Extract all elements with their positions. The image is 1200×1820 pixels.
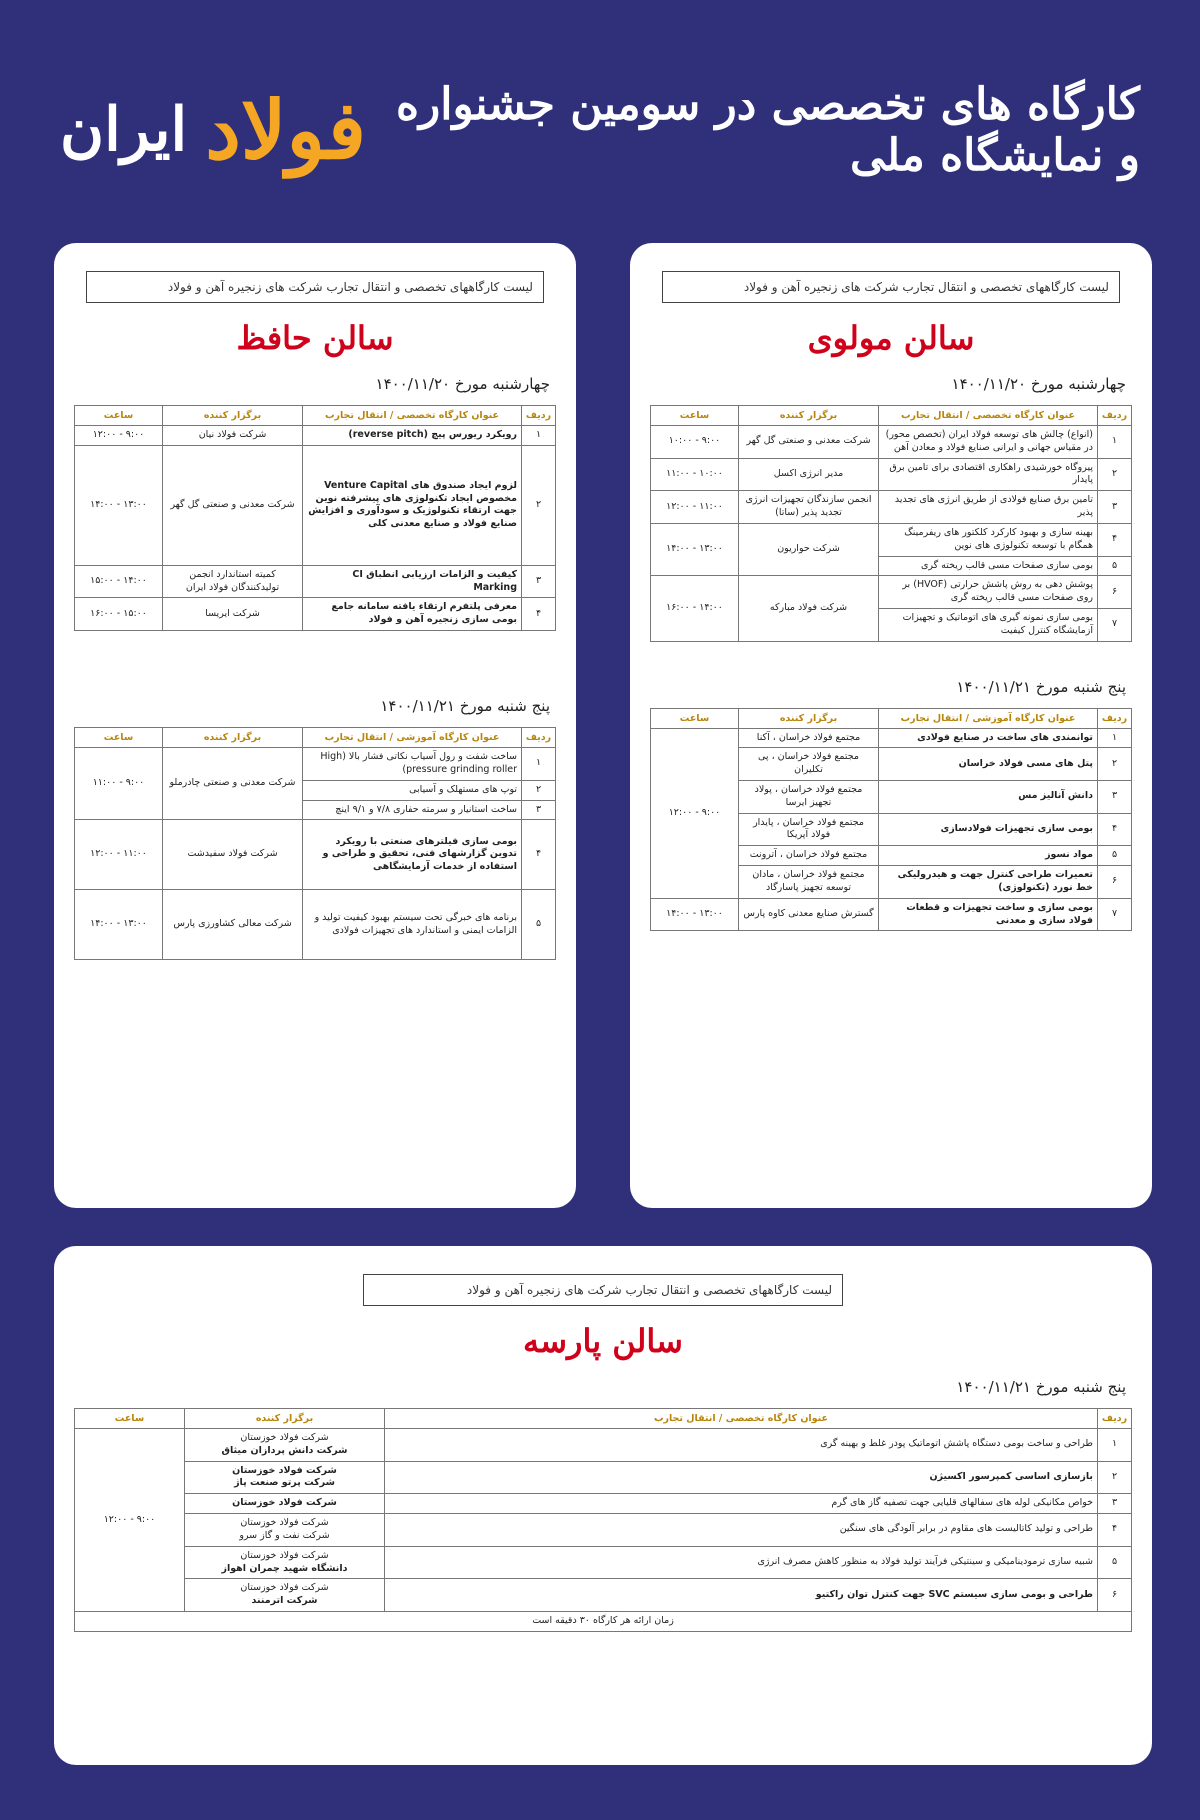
row-num: ۵ [1098, 1546, 1132, 1579]
table-row [75, 426, 556, 446]
row-org-primary: شرکت فولاد خوزستان [240, 1432, 329, 1443]
date-line: چهارشنبه مورخ ۱۴۰۰/۱۱/۲۰ [375, 375, 550, 393]
schedule-table-hafez-day2 [74, 727, 556, 960]
row-org-secondary: شرکت نفت و گاز سرو [239, 1529, 330, 1541]
row-title: خواص مکانیکی لوله های سفالهای قلیایی جهت تصفیه گاز های گرم [385, 1494, 1098, 1514]
row-org: شرکت معدنی و صنعتی گل گهر [163, 445, 303, 565]
table-row [651, 728, 1132, 748]
row-time: ۱۳:۰۰ - ۱۴:۰۰ [75, 445, 163, 565]
row-org-secondary: شرکت دانش پردازان میثاق [221, 1444, 348, 1456]
table-footer-row [75, 1611, 1132, 1631]
table-row [75, 1494, 1132, 1514]
row-num: ۱ [1098, 728, 1132, 748]
row-num: ۳ [522, 800, 556, 820]
row-num: ۲ [522, 445, 556, 565]
row-org: مجتمع فولاد خراسان ، پولاد تجهیز ایرسا [739, 781, 879, 814]
header-time: ساعت [75, 728, 163, 748]
row-num: ۵ [1098, 846, 1132, 866]
row-time: ۱۳:۰۰ - ۱۴:۰۰ [75, 890, 163, 960]
row-time: ۹:۰۰ - ۱۰:۰۰ [651, 426, 739, 459]
row-title: رویکرد ریورس پیچ (reverse pitch) [303, 426, 522, 446]
row-title: شبیه سازی ترمودینامیکی و سینتیکی فرآیند تولید فولاد به منظور کاهش مصرف انرژی [385, 1546, 1098, 1579]
header-title: عنوان کارگاه تخصصی / انتقال تجارب [385, 1409, 1098, 1429]
row-org-primary: شرکت فولاد خوزستان [240, 1517, 329, 1529]
header-org: برگزار کننده [185, 1409, 385, 1429]
row-time: ۱۰:۰۰ - ۱۱:۰۰ [651, 458, 739, 491]
row-num: ۱ [1098, 1429, 1132, 1462]
table-row [75, 1514, 1132, 1547]
row-time: ۹:۰۰ - ۱۲:۰۰ [651, 728, 739, 898]
date-line: پنج شنبه مورخ ۱۴۰۰/۱۱/۲۱ [956, 677, 1126, 696]
row-org [185, 1546, 385, 1579]
row-title: تعمیرات طراحی کنترل جهت و هیدرولیکی خط نورد (تکنولوژی) [879, 866, 1098, 899]
row-title: توانمندی های ساخت در صنایع فولادی [879, 728, 1098, 748]
row-org [185, 1514, 385, 1547]
row-num: ۲ [1098, 748, 1132, 781]
row-title: بومی سازی نمونه گیری های اتوماتیک و تجهیزات آزمایشگاه کنترل کیفیت [879, 608, 1098, 641]
date-line: چهارشنبه مورخ ۱۴۰۰/۱۱/۲۰ [951, 375, 1126, 393]
row-org: مجتمع فولاد خراسان ، آکنا [739, 728, 879, 748]
table-row [651, 523, 1132, 556]
row-time: ۱۳:۰۰ - ۱۴:۰۰ [651, 523, 739, 575]
row-num: ۳ [1098, 491, 1132, 524]
row-org: شرکت فولاد نیان [163, 426, 303, 446]
row-org: انجمن سازندگان تجهیزات انرژی تجدید پذیر (ساتا) [739, 491, 879, 524]
row-org: کمیته استاندارد انجمن تولیدکنندگان فولاد ایران [163, 565, 303, 598]
schedule-table-hafez-day1 [74, 405, 556, 631]
header-time: ساعت [75, 1409, 185, 1429]
table-row [651, 426, 1132, 459]
row-org-primary: شرکت فولاد خوزستان [240, 1582, 329, 1594]
header-org: برگزار کننده [739, 406, 879, 426]
table-row [75, 890, 556, 960]
row-time: ۱۴:۰۰ - ۱۵:۰۰ [75, 565, 163, 598]
row-time: ۱۱:۰۰ - ۱۲:۰۰ [651, 491, 739, 524]
row-time: ۱۵:۰۰ - ۱۶:۰۰ [75, 598, 163, 631]
row-title: بومی سازی فیلترهای صنعتی با رویکرد تدوین گزارشهای فنی، تحقیق و طراحی و استفاده از خدمات آزمایشگاهی [303, 820, 522, 890]
hall-title-hafez: سالن حافظ [236, 319, 394, 357]
row-org: شرکت معدنی و صنعتی چادرملو [163, 748, 303, 820]
row-num: ۳ [1098, 781, 1132, 814]
row-title: ساخت شفت و رول آسیاب نکاتی فشار بالا (High pressure grinding roller) [303, 748, 522, 781]
header-time: ساعت [651, 708, 739, 728]
row-title: ساخت استانیار و سرمته حفاری ۷/۸ و ۹/۱ اینچ [303, 800, 522, 820]
date-line: پنج شنبه مورخ ۱۴۰۰/۱۱/۲۱ [380, 697, 550, 716]
row-num: ۷ [1098, 898, 1132, 931]
table-row [75, 820, 556, 890]
row-title: پوشش دهی به روش پاشش حرارتی (HVOF) بر روی صفحات مسی قالب ریخته گری [879, 576, 1098, 609]
table-row [651, 491, 1132, 524]
row-title: پیروگاه خورشیدی راهکاری اقتصادی برای تامین برق پایدار [879, 458, 1098, 491]
row-num: ۱ [522, 426, 556, 446]
table-row [75, 1579, 1132, 1612]
row-title: بومی سازی صفحات مسی قالب ریخته گری [879, 556, 1098, 576]
row-num: ۷ [1098, 608, 1132, 641]
row-num: ۲ [1098, 1461, 1132, 1494]
row-org-primary: شرکت فولاد خوزستان [240, 1549, 329, 1561]
row-org: مجتمع فولاد خراسان ، آترونت [739, 846, 879, 866]
header-org: برگزار کننده [163, 728, 303, 748]
row-org [185, 1461, 385, 1494]
row-org-secondary: شرکت پرتو صنعت پاژ [234, 1477, 335, 1489]
row-num: ۶ [1098, 576, 1132, 609]
schedule-table-mowlavi-day1 [650, 405, 1132, 642]
row-title: بومی سازی و ساخت تجهیزات و قطعات فولاد سازی و معدنی [879, 898, 1098, 931]
header-num: ردیف [522, 728, 556, 748]
row-title: لزوم ایجاد صندوق های Venture Capital مخصوص ایجاد تکنولوژی های پیشرفته نوین جهت ارتقاء تکنولوژیک و سودآوری و افزایش صنایع فولاد و صنایع معدنی کلی [303, 445, 522, 565]
row-title: معرفی پلتفرم ارتقاء یافته سامانه جامع بومی سازی زنجیره آهن و فولاد [303, 598, 522, 631]
row-org-secondary: دانشگاه شهید چمران اهواز [221, 1562, 348, 1574]
poster-title-part1: کارگاه های تخصصی در سومین جشنواره و نمایشگاه ملی [395, 79, 1140, 181]
row-num: ۱ [1098, 426, 1132, 459]
row-org: مجتمع فولاد خراسان ، مادان توسعه تجهیز پاسارگاد [739, 866, 879, 899]
row-time: ۱۱:۰۰ - ۱۲:۰۰ [75, 820, 163, 890]
table-row [651, 898, 1132, 931]
row-num: ۳ [522, 565, 556, 598]
row-org: شرکت فولاد سفیدشت [163, 820, 303, 890]
row-num: ۳ [1098, 1494, 1132, 1514]
row-title: مواد نسوز [879, 846, 1098, 866]
row-org-primary: شرکت فولاد خوزستان [232, 1497, 337, 1509]
table-row [75, 1429, 1132, 1462]
poster-title [60, 40, 1140, 220]
row-time: ۹:۰۰ - ۱۲:۰۰ [75, 426, 163, 446]
row-title: دانش آنالیز مس [879, 781, 1098, 814]
schedule-table-mowlavi-day2 [650, 708, 1132, 932]
row-num: ۴ [1098, 813, 1132, 846]
row-title: طراحی و ساخت بومی دستگاه پاشش اتوماتیک پودر غلط و بهینه گری [385, 1429, 1098, 1462]
row-num: ۱ [522, 748, 556, 781]
header-num: ردیف [522, 406, 556, 426]
row-title: تامین برق صنایع فولادی از طریق انرژی های تجدید پذیر [879, 491, 1098, 524]
table-row [75, 565, 556, 598]
row-org: شرکت حواریون [739, 523, 879, 575]
table-row [75, 748, 556, 781]
list-header: لیست کارگاههای تخصصی و انتقال تجارب شرکت های زنجیره آهن و فولاد [363, 1274, 843, 1306]
row-num: ۵ [522, 890, 556, 960]
header-title: عنوان کارگاه تخصصی / انتقال تجارب [879, 406, 1098, 426]
row-title: برنامه های خبرگی تحت سیستم بهبود کیفیت تولید و الزامات ایمنی و استاندارد های تجهیزات فولادی [303, 890, 522, 960]
table-row [75, 1461, 1132, 1494]
row-org-primary: شرکت فولاد خوزستان [232, 1464, 337, 1476]
header-time: ساعت [75, 406, 163, 426]
row-org: مجتمع فولاد خراسان ، پی تکلیران [739, 748, 879, 781]
row-org: شرکت فولاد مبارکه [739, 576, 879, 641]
row-title: بازسازی اساسی کمپرسور اکسیژن [385, 1461, 1098, 1494]
header-num: ردیف [1098, 406, 1132, 426]
row-num: ۴ [1098, 523, 1132, 556]
row-title: (انواع) چالش های توسعه فولاد ایران (تخصص محور) در مقیاس جهانی و ایرانی صنایع فولاد و معادن آهن [879, 426, 1098, 459]
poster-title-highlight: فولاد [205, 83, 367, 177]
row-time: ۹:۰۰ - ۱۱:۰۰ [75, 748, 163, 820]
row-title: بهینه سازی و بهبود کارکرد کلکتور های ریفرمینگ همگام با توسعه تکنولوژی های نوین [879, 523, 1098, 556]
table-row [75, 445, 556, 565]
list-header: لیست کارگاههای تخصصی و انتقال تجارب شرکت های زنجیره آهن و فولاد [662, 271, 1120, 303]
row-title: طراحی و تولید کاتالیست های مقاوم در برابر آلودگی های سنگین [385, 1514, 1098, 1547]
row-num: ۴ [522, 820, 556, 890]
row-num: ۴ [522, 598, 556, 631]
row-org: مدیر انرژی اکسل [739, 458, 879, 491]
table-row [651, 576, 1132, 609]
row-num: ۶ [1098, 1579, 1132, 1612]
header-num: ردیف [1098, 708, 1132, 728]
row-time: ۱۴:۰۰ - ۱۶:۰۰ [651, 576, 739, 641]
table-row [75, 1546, 1132, 1579]
hall-title-parseh: سالن پارسه [523, 1322, 683, 1360]
header-title: عنوان کارگاه آموزشی / انتقال تجارب [879, 708, 1098, 728]
header-org: برگزار کننده [739, 708, 879, 728]
row-title: طراحی و بومی سازی سیستم SVC جهت کنترل توان راکتیو [385, 1579, 1098, 1612]
table-footer-note: زمان ارائه هر کارگاه ۳۰ دقیقه است [75, 1611, 1132, 1631]
hall-title-mowlavi: سالن مولوی [807, 319, 975, 357]
header-num: ردیف [1098, 1409, 1132, 1429]
panel-hafez [54, 243, 576, 1208]
row-org [185, 1579, 385, 1612]
row-title: پتل های مسی فولاد خراسان [879, 748, 1098, 781]
row-org: شرکت ایریسا [163, 598, 303, 631]
row-time: ۹:۰۰ - ۱۲:۰۰ [75, 1429, 185, 1612]
row-num: ۴ [1098, 1514, 1132, 1547]
header-org: برگزار کننده [163, 406, 303, 426]
row-org: گسترش صنایع معدنی کاوه پارس [739, 898, 879, 931]
row-org-secondary: شرکت اترمنند [251, 1595, 318, 1607]
row-time: ۱۳:۰۰ - ۱۴:۰۰ [651, 898, 739, 931]
schedule-table-parseh [74, 1408, 1132, 1632]
row-org: مجتمع فولاد خراسان ، پایدار فولاد آپریکا [739, 813, 879, 846]
header-title: عنوان کارگاه تخصصی / انتقال تجارب [303, 406, 522, 426]
poster-title-part2: ایران [60, 95, 188, 165]
row-org [185, 1429, 385, 1462]
row-num: ۵ [1098, 556, 1132, 576]
row-title: توپ های مستهلک و آسیابی [303, 780, 522, 800]
row-num: ۲ [1098, 458, 1132, 491]
panel-mowlavi [630, 243, 1152, 1208]
row-title: بومی سازی تجهیزات فولادسازی [879, 813, 1098, 846]
row-org: شرکت معدنی و صنعتی گل گهر [739, 426, 879, 459]
panel-parseh [54, 1246, 1152, 1765]
list-header: لیست کارگاههای تخصصی و انتقال تجارب شرکت های زنجیره آهن و فولاد [86, 271, 544, 303]
row-num: ۶ [1098, 866, 1132, 899]
row-title: کیفیت و الزامات ارزیابی انطباق CI Marking [303, 565, 522, 598]
header-title: عنوان کارگاه آموزشی / انتقال تجارب [303, 728, 522, 748]
row-org: شرکت معالی کشاورزی پارس [163, 890, 303, 960]
header-time: ساعت [651, 406, 739, 426]
table-row [651, 458, 1132, 491]
row-num: ۲ [522, 780, 556, 800]
row-org [185, 1494, 385, 1514]
table-row [75, 598, 556, 631]
date-line: پنج شنبه مورخ ۱۴۰۰/۱۱/۲۱ [956, 1378, 1126, 1396]
